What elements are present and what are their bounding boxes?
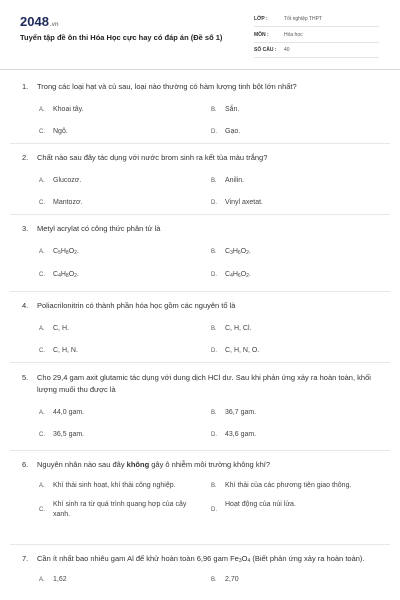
option-b[interactable]: B. Anilin.: [211, 177, 245, 184]
question-text: Poliacrilonitrin có thành phần hóa học gồm các nguyên tố là: [37, 301, 236, 310]
option-c[interactable]: C. 36,5 gam.: [39, 431, 85, 438]
option-b[interactable]: B. 36,7 gam.: [211, 409, 257, 416]
question-6: 6. Nguyên nhân nào sau đây không gây ô nhiễm môi trường không khí? A. Khí thải sinh hoạt, khí thải công nghiệp. B. Khí thải của các phương tiện giao thông. C. Khí sinh ra từ quá trình quang hợp của cây xanh. D. Hoạt động của núi lửa.: [22, 459, 382, 520]
option-b[interactable]: B. $C_3H_6O_2$.: [211, 248, 251, 256]
option-b[interactable]: B. 2,70: [211, 576, 239, 583]
question-4: 4. Poliacrilonitrin có thành phần hóa học gồm các nguyên tố là A. C, H. B. C, H, Cl. C. C, H, N. D. C, H, N, O.: [22, 300, 382, 356]
option-d[interactable]: D. C, H, N, O.: [211, 347, 260, 354]
option-c[interactable]: C. Khí sinh ra từ quá trình quang hợp của cây xanh.: [39, 501, 187, 518]
question-separator: [10, 544, 390, 545]
formula: $C_5H_8O_2$.: [53, 248, 79, 256]
question-text: Cần ít nhất bao nhiêu gam Al để khử hoàn toàn 6,96 gam $Fe_3O_4$ (Biết phản ứng xảy ra hoàn toàn).: [37, 554, 365, 564]
option-a[interactable]: A. 1,62: [39, 576, 67, 583]
meta-question-count: SỐ CÂU : 40: [254, 44, 379, 58]
question-text: Cho 29,4 gam axit glutamic tác dụng với dung dịch HCl dư. Sau khi phản ứng xảy ra hoàn toàn, khối lượng muối thu được là: [37, 373, 371, 394]
question-7: 7. Cần ít nhất bao nhiêu gam Al để khử hoàn toàn 6,96 gam $Fe_3O_4$ (Biết phản ứng xảy ra hoàn toàn). A. 1,62 B. 2,70: [22, 553, 382, 585]
question-text: Chất nào sau đây tác dụng với nước brom sinh ra kết tủa màu trắng?: [37, 153, 268, 162]
header-divider: [0, 69, 400, 70]
formula: $C_4H_8O_2$.: [53, 271, 79, 279]
question-separator: [10, 143, 390, 144]
option-b[interactable]: B. Sắn.: [211, 106, 240, 113]
question-text: Trong các loại hạt và củ sau, loại nào thường có hàm lượng tinh bột lớn nhất?: [37, 82, 297, 91]
option-c[interactable]: C. $C_4H_8O_2$.: [39, 271, 79, 279]
option-d[interactable]: D. Gạo.: [211, 128, 241, 135]
meta-class: LỚP : Tốt nghiệp THPT: [254, 13, 379, 27]
site-logo[interactable]: 2048.vn: [20, 14, 59, 29]
question-separator: [10, 214, 390, 215]
option-a[interactable]: A. 44,0 gam.: [39, 409, 85, 416]
option-c[interactable]: C. Ngô.: [39, 128, 68, 135]
option-c[interactable]: C. Mantozơ.: [39, 199, 83, 206]
option-a[interactable]: A. C, H.: [39, 325, 69, 332]
question-separator: [10, 362, 390, 363]
option-a[interactable]: A. Khí thải sinh hoạt, khí thải công nghiệp.: [39, 482, 176, 489]
question-text: Nguyên nhân nào sau đây không gây ô nhiễm môi trường không khí?: [37, 460, 270, 469]
question-text: Metyl acrylat có công thức phân tử là: [37, 224, 161, 233]
question-5: 5. Cho 29,4 gam axit glutamic tác dụng với dung dịch HCl dư. Sau khi phản ứng xảy ra hoàn toàn, khối lượng muối thu được là A. 44,0 gam. B. 36,7 gam. C. 36,5 gam. D. 43,6 gam.: [22, 372, 382, 440]
meta-subject: MÔN : Hóa học: [254, 29, 379, 43]
option-a[interactable]: A. Khoai tây.: [39, 106, 84, 113]
question-1: 1. Trong các loại hạt và củ sau, loại nào thường có hàm lượng tinh bột lớn nhất? A. Khoai tây. B. Sắn. C. Ngô. D. Gạo.: [22, 81, 382, 137]
option-d[interactable]: D. Hoạt động của núi lửa.: [211, 501, 296, 513]
question-3: 3. Metyl acrylat có công thức phân tử là A. $C_5H_8O_2$. B. $C_3H_6O_2$. C. $C_4H_8O_2$. D. $C_4H_6O_2$.: [22, 223, 382, 281]
option-d[interactable]: D. 43,6 gam.: [211, 431, 257, 438]
document-title: Tuyển tập đề ôn thi Hóa Học cực hay có đáp án (Đề số 1): [20, 33, 223, 42]
question-2: 2. Chất nào sau đây tác dụng với nước brom sinh ra kết tủa màu trắng? A. Glucozơ. B. Anilin. C. Mantozơ. D. Vinyl axetat.: [22, 152, 382, 208]
option-a[interactable]: A. $C_5H_8O_2$.: [39, 248, 79, 256]
question-separator: [10, 291, 390, 292]
option-d[interactable]: D. Vinyl axetat.: [211, 199, 264, 206]
option-b[interactable]: B. C, H, Cl.: [211, 325, 252, 332]
option-a[interactable]: A. Glucozơ.: [39, 177, 82, 184]
formula: $C_3H_6O_2$.: [225, 248, 251, 256]
question-separator: [10, 450, 390, 451]
option-b[interactable]: B. Khí thải của các phương tiện giao thông.: [211, 482, 352, 489]
option-c[interactable]: C. C, H, N.: [39, 347, 78, 354]
document-header: [0, 0, 400, 68]
formula: $C_4H_6O_2$.: [225, 271, 251, 279]
option-d[interactable]: D. $C_4H_6O_2$.: [211, 271, 251, 279]
